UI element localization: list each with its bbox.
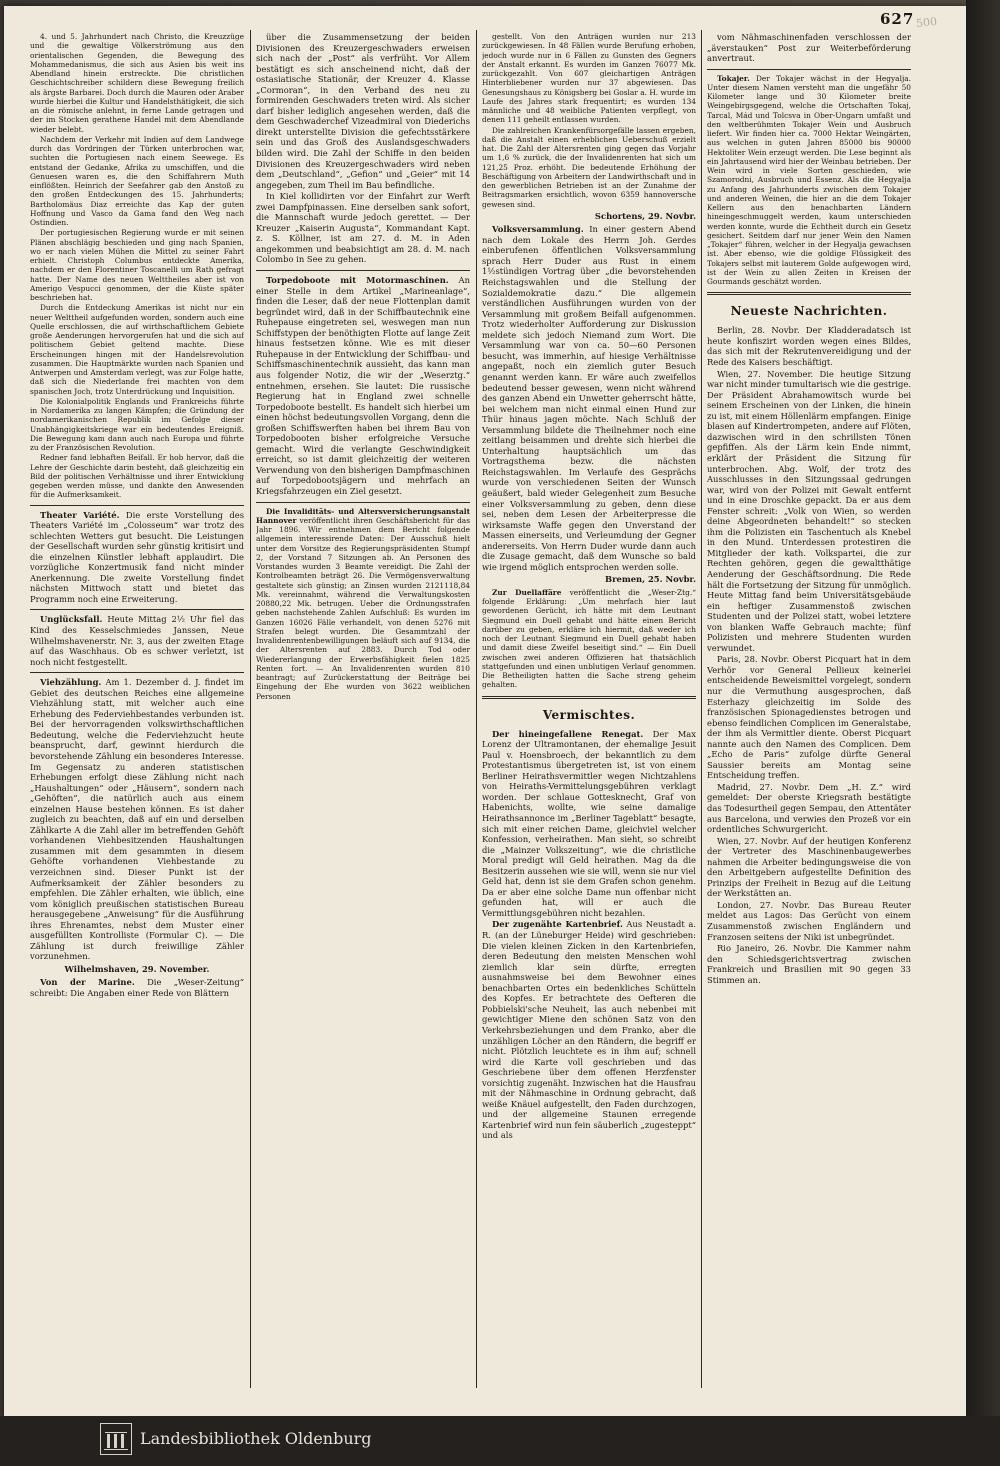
divider [30,505,244,506]
article-paragraph [482,224,696,572]
article-text: Die erste Vorstellung des Theaters Variété im „Colosseum“ war trotz des schlechten Wetters gut besucht. Die Leistungen der Gesellschaft wurden sehr günstig kritisirt und die einzelnen Künstler lebhaft applaudirt. Die vorzügliche Konzertmusik fand nicht minder Anerkennung. Die zweite Vorstellung findet nächsten Mittwoch statt und bietet das Programm noch eine Erweiterung. [30,509,244,604]
article-text: vom Nähmaschinenfaden verschlossen der „äverstauken“ Post zur Weiterbeförderung anvertraut. [707,32,911,64]
section-title: Vermischtes. [542,707,636,722]
article-text: Paris, 28. Novbr. Oberst Picquart hat in dem Verhör vor General Pellieux keinerlei entscheidende Beweismittel vorgelegt, sondern nur die Vermuthung ausgesprochen, daß Esterhazy gleichzeitig im Solde des französischen Spionagedienstes betrogen und ebenso feindlichen Complicen im Generalstabe, der ihm als Vermittler diente. Oberst Picquart nannte auch den Namen des Complicen. Dem „Echo de Paris“ zufolge dürfte General Saussier bereits am Montag seine Entscheidung treffen. [707,654,911,781]
article-text: London, 27. Novbr. Das Bureau Reuter meldet aus Lagos: Das Gerücht von einem Zusammenstoß zwischen Engländern und Franzosen seitens der Niki ist unbegründet. [707,899,911,942]
article-text: Der Tokajer wächst in der Hegyalja. Unter diesem Namen versteht man die ungefähr 50 Kilometer lange und 30 Kilometer breite Weingebirgsgegend, welche die Ortschaften Tokaj, Tarcal, Mád und Tolcsva in Ober-Ungarn umfaßt und den weltberühmten Tokajer Wein und Ausbruch liefert. Wir finden hier ca. 7000 Hektar Weingärten, aus welchen in guten Jahren 85000 bis 90000 Hektoliter Wein erzeugt werden. Die Lese beginnt als ein Jahrtausend wird hier der Weinbau betrieben. Der Wein wird in viele Sorten geschieden, wie Szamorodni, Ausbruch und Essenz. Als die Hegyalja zu Anfang des Jahrhunderts zwischen dem Tokajer und anderen Weinen, die hier an die dem Tokajer Kellern aus den benachbarten Ländern hineingeschmuggelt werden, kaum unterschieden werden konnte, wurde die Echtheit durch ein Gesetz gesichert. Seitdem darf nur jener Wein den Namen „Tokajer“ führen, welcher in der Hegyalja gewachsen ist. Aber ebenso, wie die goldige Flüssigkeit des Tokajers selbst mit lauterem Golde aufgewogen wird, ist der Wein zu allen Zeiten in Kreisen der Gourmands geschätzt worden. [707,73,911,287]
section-title: Neueste Nachrichten. [730,304,888,319]
article-text: In einer gestern Abend nach dem Lokale des Herrn Joh. Gerdes einberufenen öffentlichen Volksversammlung sprach Herr Duder aus Rust in einem 1½stündigen Vortrag über „die bevorstehenden Reichstagswahlen und die Stellung der Sozialdemokratie dazu.“ Die allgemein verständlichen Ausführungen wurden von der Versammlung mit großem Beifall aufgenommen. Trotz wiederholter Aufforderung zur Diskussion meldete sich jedoch Niemand zum Wort. Die Versammlung war von ca. 50—60 Personen besucht, was immerhin, auf hiesige Verhältnisse angepaßt, noch ein ziemlich guter Besuch genannt werden kann. Er wäre auch zweifellos bedeutend besser gewesen, wenn nicht während des ganzen Abend ein Unwetter geherrscht hätte, bei welchem man nicht einmal einen Hund zur Thür hinaus jagen möchte. Nach Schluß der Versammlung bildete die Theilnehmer noch eine zeitlang beisammen und drehte sich hierbei die Unterhaltung hauptsächlich um das Vortragsthema bezw. die nächsten Reichstagswahlen. Im Verlaufe des Gesprächs wurde von verschiedenen Seiten der Wunsch geäußert, bald wieder Gelegenheit zum Besuche einer Volksversammlung zu geben, denn diese sei, neben dem Lesen der Arbeiterpresse die wirksamste Waffe gegen den Unverstand der Massen einerseits, und Verleumdung der Gegner andererseits. Von Herrn Duder wurde dann auch die Zusage gemacht, daß dem Wunsche so bald wie irgend möglich entsprochen werden solle. [482,224,696,572]
column-4 [707,32,911,1388]
article-text: Der Max Lorenz der Ultramontanen, der ehemalige Jesuit Paul v. Hoensbroech, der bekanntlich zu dem Protestantismus übergetreten ist, ist von einem Berliner Heirathsvermittler wegen Nichtzahlens von Heiraths-Vermittelungsgebühren verklagt worden. Der schlaue Gottesknecht, Graf von Habenichts, wollte, wie seine damalige Heirathsannonce im „Berliner Tageblatt“ besagte, sich mit einer reichen Dame, gleichviel welcher Konfession, verheirathen. Man sieht, so schreibt die „Mainzer Volkszeitung“, wie die christliche Moral predigt will Geld heirathen. Mag da die Besitzerin aussehen wie sie will, wenn sie nur viel Geld hat, denn ist sie dem Grafen schon genehm. Da er aber eine solche Dame nun offenbar nicht gefunden hat, will er auch die Vermittlungsgebühren nicht bezahlen. [482,728,696,918]
article-text: veröffentlicht die „Weser-Ztg.“ folgende Erklärung: „Um mehrfach hier laut gewordenen Gerücht, ich hätte mit dem Leutnant Siegmund ein Duell gehabt und hätte einen Bericht darüber zu geben, erkläre ich hiermit, daß weder ich noch der Leutnant Siegmund ein Duell gehabt haben und damit diese Zweifel beseitigt sind.“ — Ein Duell zwischen zwei anderen Offizieren hat thatsächlich stattgefunden und einen unblutigen Verlauf genommen. Die Betheiligten hatten die Sache streng geheim gehalten. [482,587,696,690]
article-paragraph [256,507,470,701]
article-paragraph [707,74,911,287]
divider [707,69,911,70]
article-text: Wien, 27. November. Die heutige Sitzung war nicht minder tumultarisch wie die gestrige. Der Präsident Abrahamowitsch wurde bei seinem Erscheinen von der Linken, die hinein zu ist, mit einem Höllenlärm empfangen. Einige blasen auf Kindertrompeten, andere auf Flöten, dazwischen wird in den schrillsten Tönen gepfiffen. Als der Lärm kein Ende nimmt, erklärt der Präsident die Sitzung für unterbrochen. Abg. Wolf, der trotz des Ausschlusses in den Sitzungssaal gedrungen war, wird von der Polizei mit Gewalt entfernt und in eine Droschke gepackt. Da er aus dem Fenster schreit: „Volk von Wien, so werden deine Abgeordneten behandelt!“ so stecken ihm die Polizisten ein Taschentuch als Knebel in den Mund. Unterdessen protestiren die Mitglieder der kath. Volkspartei, die zur Rechten gehören, gegen die gewaltthätige Aenderung der Geschäftsordnung. Die Rede hält die Fortsetzung der Sitzung für unmöglich. Heute Mittag fand beim Universitätsgebäude ein heftiger Zusammenstoß zwischen Studenten und der Polizei statt, wobei letztere von blanken Waffe Gebrauch machte; fünf Polizisten und mehrere Studenten wurden verwundet. [707,368,911,653]
page-number: 627 [880,10,915,28]
article-text: 4. und 5. Jahrhundert nach Christo, die Kreuzzüge und die gewaltige Völkerströmung aus den orientalischen Gegenden, die Bewegung des Mohammedanismus, die sich aus Asien bis weit ins Abendland hinein erstreckte. Die christlichen Geschichtschreiber schildern diese Bewegung freilich als ärgste Barbarei. Doch durch die Mauren oder Araber wurde hierbei die Kultur und Handelsthätigkeit, die sich an die römische anlehnt, in ferne Lande getragen und der im Stocken gerathene Handel mit dem Abendlande wieder belebt. [30,32,244,134]
dateline: Wilhelmshaven, 29. November. [64,963,210,974]
article-heading: Zur Duellaffäre [492,587,562,597]
article-paragraph [30,977,244,998]
article-text: Heute Mittag 2½ Uhr fiel das Kind des Kesselschmiedes Janssen, Neue Wilhelmshavenerstr. Nr. 3, aus der zweiten Etage auf das Waschhaus. Ob es schwer verletzt, ist noch nicht festgestellt. [30,614,244,667]
article-paragraph [482,919,696,1140]
divider [256,270,470,271]
article-heading: Die Invaliditäts- und Altersversicherungsanstalt Hannover [256,506,470,525]
column-2 [256,32,470,1388]
article-paragraph [482,588,696,690]
article-heading: Der hineingefallene Renegat. [492,728,644,739]
article-text: An einer Stelle in dem Artikel „Marineanlage“, finden die Leser, daß der neue Flottenplan damit begründet wird, daß in der Schiffbautechnik eine Ruhepause eingetreten sei, weswegen man nun Schiffstypen der benöthigten Flotte auf lange Zeit hinaus festsetzen könne. Wie es mit dieser Ruhepause in der Entwicklung der Schiffbau- und Schiffsmaschinentechnik aussieht, das kann man aus folgender Notiz, die wir der „Weserztg.“ entnehmen, ersehen. Sie lautet: Die russische Regierung hat in England zwei schnelle Torpedoboote bestellt. Es handelt sich hierbei um einen höchst bedeutungsvollen Vorgang, denn die großen Schiffswerften haben bei ihrem Bau von Torpedobooten bisher erfolgreiche Versuche gemacht. Wird die verlangte Geschwindigkeit erreicht, so ist damit gleichzeitig der weiteren Verwendung von den bisherigen Dampfmaschinen auf Torpedobootsjägern und mehrfach an Kriegsfahrzeugen ein Ziel gesetzt. [256,275,470,496]
article-text: Nachdem der Verkehr mit Indien auf dem Landwege durch das Vordringen der Türken unterbrochen war, suchten die Portugiesen nach einem Seewege. Es entstand der Gedanke, Afrika zu umschiffen, und die Genuesen waren es, die den Schiffahrern Muth einflößten. Heinrich der Seefahrer gab den Anstoß zu den großen Entdeckungen des 15. Jahrhunderts; Bartholomäus Diaz erreichte das Kap der guten Hoffnung und Vasco da Gama fand den Weg nach Ostindien. [30,134,244,227]
article-text: veröffentlicht ihren Geschäftsbericht für das Jahr 1896. Wir entnehmen dem Bericht folgende allgemein interessirende Daten: Der Ausschuß hielt unter dem Vorsitze des Regierungspräsidenten Stumpf 2, der Vorstand 7 Sitzungen ab. An Personen des Vorstandes wurden 3 Beamte vereidigt. Die Zahl der Kontrolbeamten beträgt 26. Die Vermögensverwaltung gestaltete sich günstig; an Zinsen wurden 2121118,84 Mk. vereinnahmt, während die Verwaltungskosten 20880,22 Mk. betrugen. Ueber die Ordnungsstrafen geben nachstehende Zahlen Aufschluß: Es wurden im Ganzen 16026 Fälle verhandelt, von denen 5276 mit Strafen belegt wurden. Die Gesammtzahl der Invalidenrentenbewilligungen beläuft sich auf 9134, die der Altersrenten auf 2883. Durch Tod oder Wiedererlangung der Erwerbsfähigkeit fielen 1825 Renten fort. — An Invalidenrenten wurden 810 beantragt; auf Zurückerstattung der Beiträge bei Eingehung der Ehe wurden von 3622 weiblichen Personen [256,515,470,701]
article-text: Am 1. Dezember d. J. findet im Gebiet des deutschen Reiches eine allgemeine Viehzählung statt, mit welcher auch eine Erhebung des Federviehbestandes verbunden ist. Bei der hervorragenden volkswirthschaftlichen Bedeutung, welche die Federviehzucht heute beansprucht, darf, gewinnt hierdurch die bevorstehende Zählung ein besonderes Interesse. Im Gegensatz zu anderen statistischen Erhebungen erfolgt diese Zählung nicht nach „Haushaltungen“ oder „Häusern“, sondern nach „Gehöften“, die natürlich auch aus einem einzelnen Hause bestehen können. Es ist daher zugleich zu beachten, daß auf ein und derselben Zählkarte A die Zahl aller im betreffenden Gehöft vorhandenen Viehbesitzenden Haushaltungen zusammen mit dem gesammten in diesem Gehöfte vorhandenen Viehbestande zu verzeichnen sind. Dieser Punkt ist der Aufmerksamkeit der Zähler besonders zu empfehlen. Die Zähler erhalten, wie üblich, eine vom königlich preußischen statistischen Bureau herausgegebene „Anweisung“ für die Ausführung ihres Ehrenamtes, nebst dem Muster einer ausgefüllten Kontrolliste (Formular C). — Die Zählung ist durch freiwillige Zähler vorzunehmen. [30,677,244,962]
column-rule [476,30,477,1388]
article-heading: Torpedoboote mit Motormaschinen. [266,275,449,286]
column-3 [482,32,696,1388]
column-rule [250,30,251,1388]
article-text: gestellt. Von den Anträgen wurden nur 213 zurückgewiesen. In 48 Fällen wurde Berufung erhoben, jedoch wurde nur in 6 Fällen zu Gunsten des Gegners der Anstalt erkannt. Es wurden im Ganzen 76077 Mk. zurückgezahlt. Von 607 gleichartigen Anträgen Hinterbliebener wurden nur 37 abgewiesen. Das Genesungshaus zu Königsberg bei Goslar a. H. wurde im Laufe des Jahres stark frequentirt; es wurden 134 männliche und 48 weibliche Patienten verpflegt, von denen 111 geheilt entlassen wurden. [482,32,696,125]
divider [707,292,911,295]
article-paragraph [30,677,244,962]
page-stamp: 500 [915,14,938,31]
article-paragraph [30,614,244,667]
dateline: Bremen, 25. Novbr. [605,574,696,585]
article-heading: Volksversammlung. [492,224,584,235]
article-paragraph [482,729,696,919]
column-rule [701,30,702,1388]
article-paragraph [30,510,244,605]
article-text: Wien, 27. Novbr. Auf der heutigen Konferenz der Vertreter des Maschinenbaugewerbes nahmen die Arbeiter bedingungsweise die von den Arbeitgebern aufgestellte Definition des Prinzips der Freiheit in Bezug auf die Leitung der Werkstätten an. [707,835,911,899]
article-text: Aus Neustadt a. R. (an der Lüneburger Heide) wird geschrieben: Die vielen kleinen Zicken in den Kartenbriefen, deren Bedeutung den meisten Menschen wohl ziemlich klar sein dürfte, erregten ausnahmsweise bei dem Bewohner eines benachbarten Ortes ein bedenkliches Schütteln des Kopfes. Er betrachtete des Oefteren die Pobbielski'sche Neuheit, las auch nebenbei mit gewichtiger Miene den schönen Satz von den Verkehrsbeziehungen und dem Franko, aber die unzähligen Löcher an den Rändern, die begriff er nicht. Plötzlich leuchtete es in ihm auf; schnell wird die Karte voll geschrieben und das Geschriebene über dem offenen Herzfenster vorsichtig zugenäht. Inzwischen hat die Hausfrau mit der Nähmaschine in Ordnung gebracht, daß weiße Knäuel aufgestellt, den Faden durchzogen, und der allgemeine Staunen erregende Kartenbrief wird nun fein säuberlich „zugesteppt“ und als [482,919,696,1141]
article-heading: Theater Variété. [40,509,120,520]
article-text: Die Kolonialpolitik Englands und Frankreichs führte in Nordamerika zu langen Kämpfen; die Gründung der nordamerikanischen Republik im Gefolge dieser Unabhängigkeitskriege war ein bedeutendes Ereigniß. Die Bewegung kam dann auch nach Europa und führte zu der Französischen Revolution. [30,396,244,452]
article-text: Durch die Entdeckung Amerikas ist nicht nur ein neuer Welttheil aufgefunden worden, sondern auch eine Quelle erschlossen, die auf wirthschaftlichem Gebiete große Aenderungen hervorgerufen hat und die sich auf politischem Gebiet geltend machte. Diese Erscheinungen hingen mit der Handelsrevolution zusammen. Die Hauptmärkte wurden nach Spanien und Antwerpen und Amsterdam verlegt, was zur Folge hatte, daß sich die Niederlande frei machten von dem spanischen Joch, trotz Unterdrückung und Inquisition. [30,303,244,396]
article-text: Berlin, 28. Novbr. Der Kladderadatsch ist heute konfiszirt worden wegen eines Bildes, das sich mit der Rekrutenvereidigung und der Rede des Kaisers beschäftigt. [707,325,911,368]
article-heading: Tokajer. [717,73,750,83]
divider [30,609,244,610]
library-logo-icon [100,1423,132,1455]
article-heading: Viehzählung. [40,677,102,688]
article-heading: Von der Marine. [40,977,135,988]
book-spine [966,0,1000,1466]
library-name: Landesbibliothek Oldenburg [140,1429,372,1448]
divider [30,672,244,673]
article-text: In Kiel kollidirten vor der Einfahrt zur Werft zwei Dampfpinassen. Eine derselben sank sofort, die Mannschaft wurde jedoch gerettet. — Der Kreuzer „Kaiserin Augusta“, Kommandant Kapt. z. S. Köllner, ist am 27. d. M. in Aden angekommen und beabsichtigt am 28. d. M. nach Colombo in See zu gehen. [256,191,470,265]
column-1 [30,32,244,1388]
article-heading: Unglücksfall. [40,614,103,625]
article-text: Rio Janeiro, 26. Novbr. Die Kammer nahm den Schiedsgerichtsvertrag zwischen Frankreich und Brasilien mit 90 gegen 33 Stimmen an. [707,943,911,985]
article-text: Die zahlreichen Krankenfürsorgefälle lassen ergeben, daß die Anstalt einen erheblichen Ueberschuß erzielt hat. Die Zahl der Altersrenten ging gegen das Vorjahr um 1,6 % zurück, die der Invalidenrenten hat sich um 121,25 Proz. erhöht. Die bedeutende Erhöhung der Beschäftigung von Arbeitern der Landwirthschaft und in den gewerblichen Betrieben ist an der Zunahme der Beitragsmarken ersichtlich, wovon 6359 hannoversche gewesen sind. [482,125,696,209]
article-text: Der portugiesischen Regierung wurde er mit seinen Plänen abschlägig beschieden und ging nach Spanien, wo er nach vielen Mühen die Mittel zu seiner Fahrt erhielt. Christoph Columbus entdeckte Amerika, nachdem er den Florentiner Toscanelli um Rath gefragt hatte. Der Name des neuen Welttheiles aber ist von Amerigo Vespucci genommen, der die Küste später beschrieben hat. [30,228,244,302]
article-text: Redner fand lebhaften Beifall. Er hob hervor, daß die Lehre der Geschichte darin besteht, daß gleichzeitig ein Bild der politischen Verhältnisse und ihrer Entwicklung gegeben werden müsse, und dankte den Anwesenden für die Aufmerksamkeit. [30,453,244,500]
divider [256,502,470,503]
article-text: Madrid, 27. Novbr. Dem „H. Z.“ wird gemeldet: Der oberste Kriegsrath bestätigte das Todesurtheil gegen Sempau, den Attentäter aus Barcelona, und verwies den Prozeß vor ein ordentliches Schwurgericht. [707,781,911,835]
article-text: über die Zusammensetzung der beiden Divisionen des Kreuzergeschwaders erweisen sich nach der „Post“ als verfrüht. Vor Allem bestätigt es sich anscheinend nicht, daß der ostasiatische Stationär, der Kreuzer 4. Klasse „Cormoran“, in den Verband des neu zu formirenden Geschwaders treten wird. Als sicher darf bisher lediglich angesehen werden, daß die dem Geschwaderchef Vizeadmiral von Diederichs direkt unterstellte Division die gefechtsstärkere sein und das Groß des Auslandsgeschwaders bilden wird. Die Zahl der Schiffe in den beiden Divisionen des Kreuzergeschwaders wird neben dem „Deutschland“, „Gefion“ und „Geier“ mit 14 angegeben, zum Theil im Bau befindliche. [256,32,470,190]
divider [482,696,696,699]
article-text: Die „Weser-Zeitung“ schreibt: Die Angaben einer Rede von Blättern [30,977,244,999]
dateline: Schortens, 29. Novbr. [594,210,696,221]
article-paragraph [256,275,470,496]
article-heading: Der zugenähte Kartenbrief. [492,919,623,930]
